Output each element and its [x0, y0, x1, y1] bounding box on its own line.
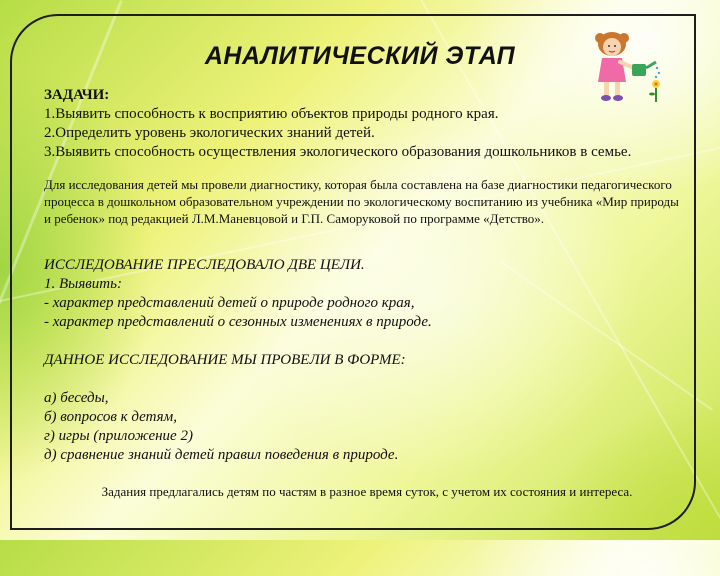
tasks-header: ЗАДАЧИ: — [44, 87, 110, 103]
goal-item: - характер представлений о сезонных изменениях в природе. — [44, 314, 432, 330]
footer-note: Задания предлагались детям по частям в разное время суток, с учетом их состояния и интереса. — [101, 484, 633, 499]
task-item: 1.Выявить способность к восприятию объектов природы родного края. — [44, 106, 499, 122]
form-item: г) игры (приложение 2) — [44, 428, 193, 444]
form-item: а) беседы, — [44, 390, 109, 406]
form-item: д) сравнение знаний детей правил поведения в природе. — [44, 447, 399, 463]
task-item: 2.Определить уровень экологических знаний детей. — [44, 125, 375, 141]
goals-subheader: 1. Выявить: — [44, 276, 122, 292]
form-header: ДАННОЕ ИССЛЕДОВАНИЕ МЫ ПРОВЕЛИ В ФОРМЕ: — [44, 352, 406, 368]
method-paragraph: Для исследования детей мы провели диагностику, которая была составлена на базе диагностики педагогического процесса в дошкольном образовательном учреждении по экологическому воспитанию из учебника «Мир природы и ребенок» под редакцией Л.М.Маневцовой и Г.П. Саморуковой по программе «Детство». — [44, 177, 679, 226]
form-item: б) вопросов к детям, — [44, 409, 177, 425]
goals-section — [44, 256, 684, 465]
tasks-section — [44, 86, 684, 162]
goals-header: ИССЛЕДОВАНИЕ ПРЕСЛЕДОВАЛО ДВЕ ЦЕЛИ. — [44, 257, 365, 273]
goal-item: - характер представлений детей о природе родного края, — [44, 295, 415, 311]
slide-title: АНАЛИТИЧЕСКИЙ ЭТАП — [204, 42, 516, 70]
task-item: 3.Выявить способность осуществления экологического образования дошкольников в семье. — [44, 144, 632, 160]
